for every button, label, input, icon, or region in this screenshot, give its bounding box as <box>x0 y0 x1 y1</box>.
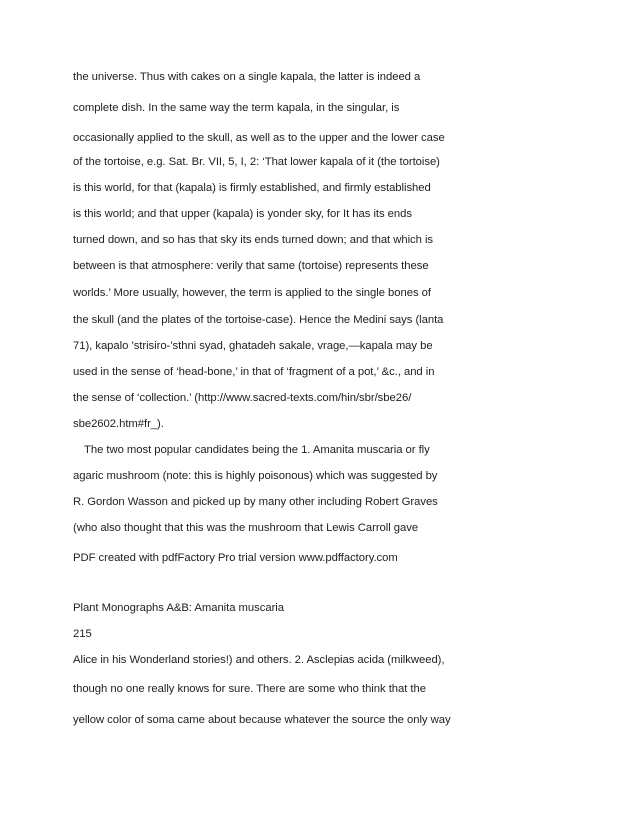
text-line: agaric mushroom (note: this is highly poisonous) which was suggested by <box>73 470 438 482</box>
text-line: the universe. Thus with cakes on a single kapala, the latter is indeed a <box>73 71 421 83</box>
text-line: the skull (and the plates of the tortoise-case). Hence the Medini says (lanta <box>73 314 444 326</box>
text-line: though no one really knows for sure. There are some who think that the <box>73 683 426 695</box>
text-line: complete dish. In the same way the term kapala, in the singular, is <box>73 102 400 114</box>
text-line: used in the sense of ‘head-bone,’ in that of ‘fragment of a pot,’ &c., and in <box>73 366 435 378</box>
page-number: 215 <box>73 628 92 640</box>
text-line: the sense of ‘collection.’ (http://www.sacred-texts.com/hin/sbr/sbe26/ <box>73 392 412 404</box>
running-header: Plant Monographs A&B: Amanita muscaria <box>73 602 284 614</box>
text-line: Alice in his Wonderland stories!) and others. 2. Asclepias acida (milkweed), <box>73 654 445 666</box>
text-line: worlds.’ More usually, however, the term is applied to the single bones of <box>73 287 431 299</box>
text-line: (who also thought that this was the mushroom that Lewis Carroll gave <box>73 522 419 534</box>
text-line: is this world, for that (kapala) is firmly established, and firmly established <box>73 182 431 194</box>
text-line: 71), kapalo ’strisiro-’sthni syad, ghatadeh sakale, vrage,—kapala may be <box>73 340 433 352</box>
text-line: between is that atmosphere: verily that same (tortoise) represents these <box>73 260 429 272</box>
text-line: yellow color of soma came about because whatever the source the only way <box>73 714 451 726</box>
text-line: sbe2602.htm#fr_). <box>73 418 164 430</box>
text-line: of the tortoise, e.g. Sat. Br. VII, 5, I, 2: ‘That lower kapala of it (the tortoise) <box>73 156 440 168</box>
text-line: occasionally applied to the skull, as well as to the upper and the lower case <box>73 132 445 144</box>
text-line: is this world; and that upper (kapala) is yonder sky, for It has its ends <box>73 208 412 220</box>
pdf-footer: PDF created with pdfFactory Pro trial version www.pdffactory.com <box>73 552 398 564</box>
text-line: R. Gordon Wasson and picked up by many other including Robert Graves <box>73 496 438 508</box>
text-line: turned down, and so has that sky its ends turned down; and that which is <box>73 234 434 246</box>
text-line: The two most popular candidates being the 1. Amanita muscaria or fly <box>84 444 430 456</box>
